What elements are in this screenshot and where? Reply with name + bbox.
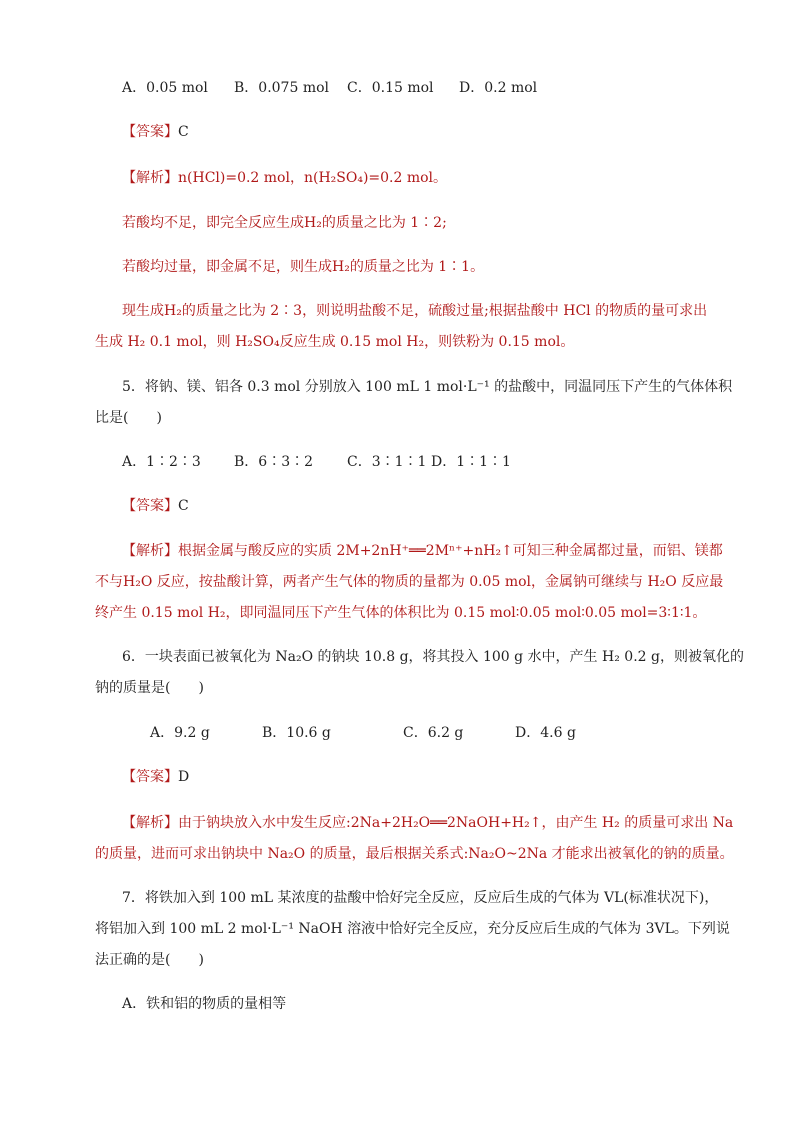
q4-option-a: A．0.05 mol [122, 80, 208, 96]
q5-option-b: B．6∶3∶2 [234, 454, 314, 470]
answer-value: C [178, 498, 189, 514]
q5-answer [122, 496, 189, 516]
answer-label: 【答案】 [122, 124, 178, 140]
q6-stem-2: 钠的质量是( ) [95, 680, 204, 696]
q4-analysis-4b: 生成 H₂ 0.1 mol，则 H₂SO₄反应生成 0.15 mol H₂，则铁粉为 0.15 mol。 [95, 334, 575, 350]
q4-options [122, 78, 537, 98]
q6-options [150, 723, 576, 743]
analysis-label: 【解析】 [122, 543, 178, 559]
answer-value: C [178, 124, 189, 140]
q5-analysis-1 [122, 541, 723, 561]
q5-options [122, 452, 511, 472]
q7-stem-3: 法正确的是( ) [95, 952, 204, 968]
q7-stem-1: 7．将铁加入到 100 mL 某浓度的盐酸中恰好完全反应，反应后生成的气体为 VL(标准状况下)， [122, 890, 719, 906]
analysis-label: 【解析】 [122, 815, 178, 831]
q6-stem-1: 6．一块表面已被氧化为 Na₂O 的钠块 10.8 g，将其投入 100 g 水中，产生 H₂ 0.2 g，则被氧化的 [122, 649, 744, 665]
q4-analysis-3: 若酸均过量，即金属不足，则生成H₂的质量之比为 1∶1。 [122, 259, 485, 275]
q6-option-c: C．6.2 g [403, 725, 464, 741]
q5-option-d: D．1∶1∶1 [431, 454, 511, 470]
q4-option-b: B．0.075 mol [234, 80, 329, 96]
q6-analysis-1 [122, 813, 733, 833]
q6-option-b: B．10.6 g [262, 725, 331, 741]
q5-option-a: A．1∶2∶3 [122, 454, 201, 470]
analysis-text: 根据金属与酸反应的实质 2M+2nH⁺══2Mⁿ⁺+nH₂↑可知三种金属都过量，而铝、镁都 [178, 543, 723, 559]
analysis-label: 【解析】 [122, 170, 178, 186]
q5-analysis-3: 终产生 0.15 mol H₂，即同温同压下产生气体的体积比为 0.15 mol∶0.05 mol∶0.05 mol=3∶1∶1。 [95, 605, 707, 621]
q4-answer [122, 122, 189, 142]
answer-label: 【答案】 [122, 498, 178, 514]
q5-stem-2: 比是( ) [95, 410, 162, 426]
analysis-text: n(HCl)=0.2 mol，n(H₂SO₄)=0.2 mol。 [178, 170, 448, 186]
q5-analysis-2: 不与H₂O 反应，按盐酸计算，两者产生气体的物质的量都为 0.05 mol，金属钠可继续与 H₂O 反应最 [95, 574, 724, 590]
q6-option-d: D．4.6 g [515, 725, 576, 741]
q7-option-a: A．铁和铝的物质的量相等 [122, 996, 287, 1012]
q6-analysis-2: 的质量，进而可求出钠块中 Na₂O 的质量，最后根据关系式:Na₂O~2Na 才能求出被氧化的钠的质量。 [95, 846, 734, 862]
q6-option-a: A．9.2 g [150, 725, 210, 741]
q5-option-c: C．3∶1∶1 [347, 454, 427, 470]
q5-stem-1: 5．将钠、镁、铝各 0.3 mol 分别放入 100 mL 1 mol·L⁻¹ 的盐酸中，同温同压下产生的气体体积 [122, 379, 733, 395]
analysis-text: 由于钠块放入水中发生反应:2Na+2H₂O══2NaOH+H₂↑，由产生 H₂ 的质量可求出 Na [178, 815, 734, 831]
answer-label: 【答案】 [122, 769, 178, 785]
q4-option-c: C．0.15 mol [347, 80, 434, 96]
q7-stem-2: 将铝加入到 100 mL 2 mol·L⁻¹ NaOH 溶液中恰好完全反应，充分反应后生成的气体为 3VL。下列说 [95, 921, 730, 937]
q6-answer [122, 767, 189, 787]
q4-analysis-2: 若酸均不足，即完全反应生成H₂的质量之比为 1∶2; [122, 215, 447, 231]
q4-analysis-1 [122, 168, 447, 188]
answer-value: D [178, 769, 190, 785]
q4-analysis-4a: 现生成H₂的质量之比为 2∶3，则说明盐酸不足，硫酸过量;根据盐酸中 HCl 的物质的量可求出 [122, 303, 708, 319]
q4-option-d: D．0.2 mol [459, 80, 538, 96]
